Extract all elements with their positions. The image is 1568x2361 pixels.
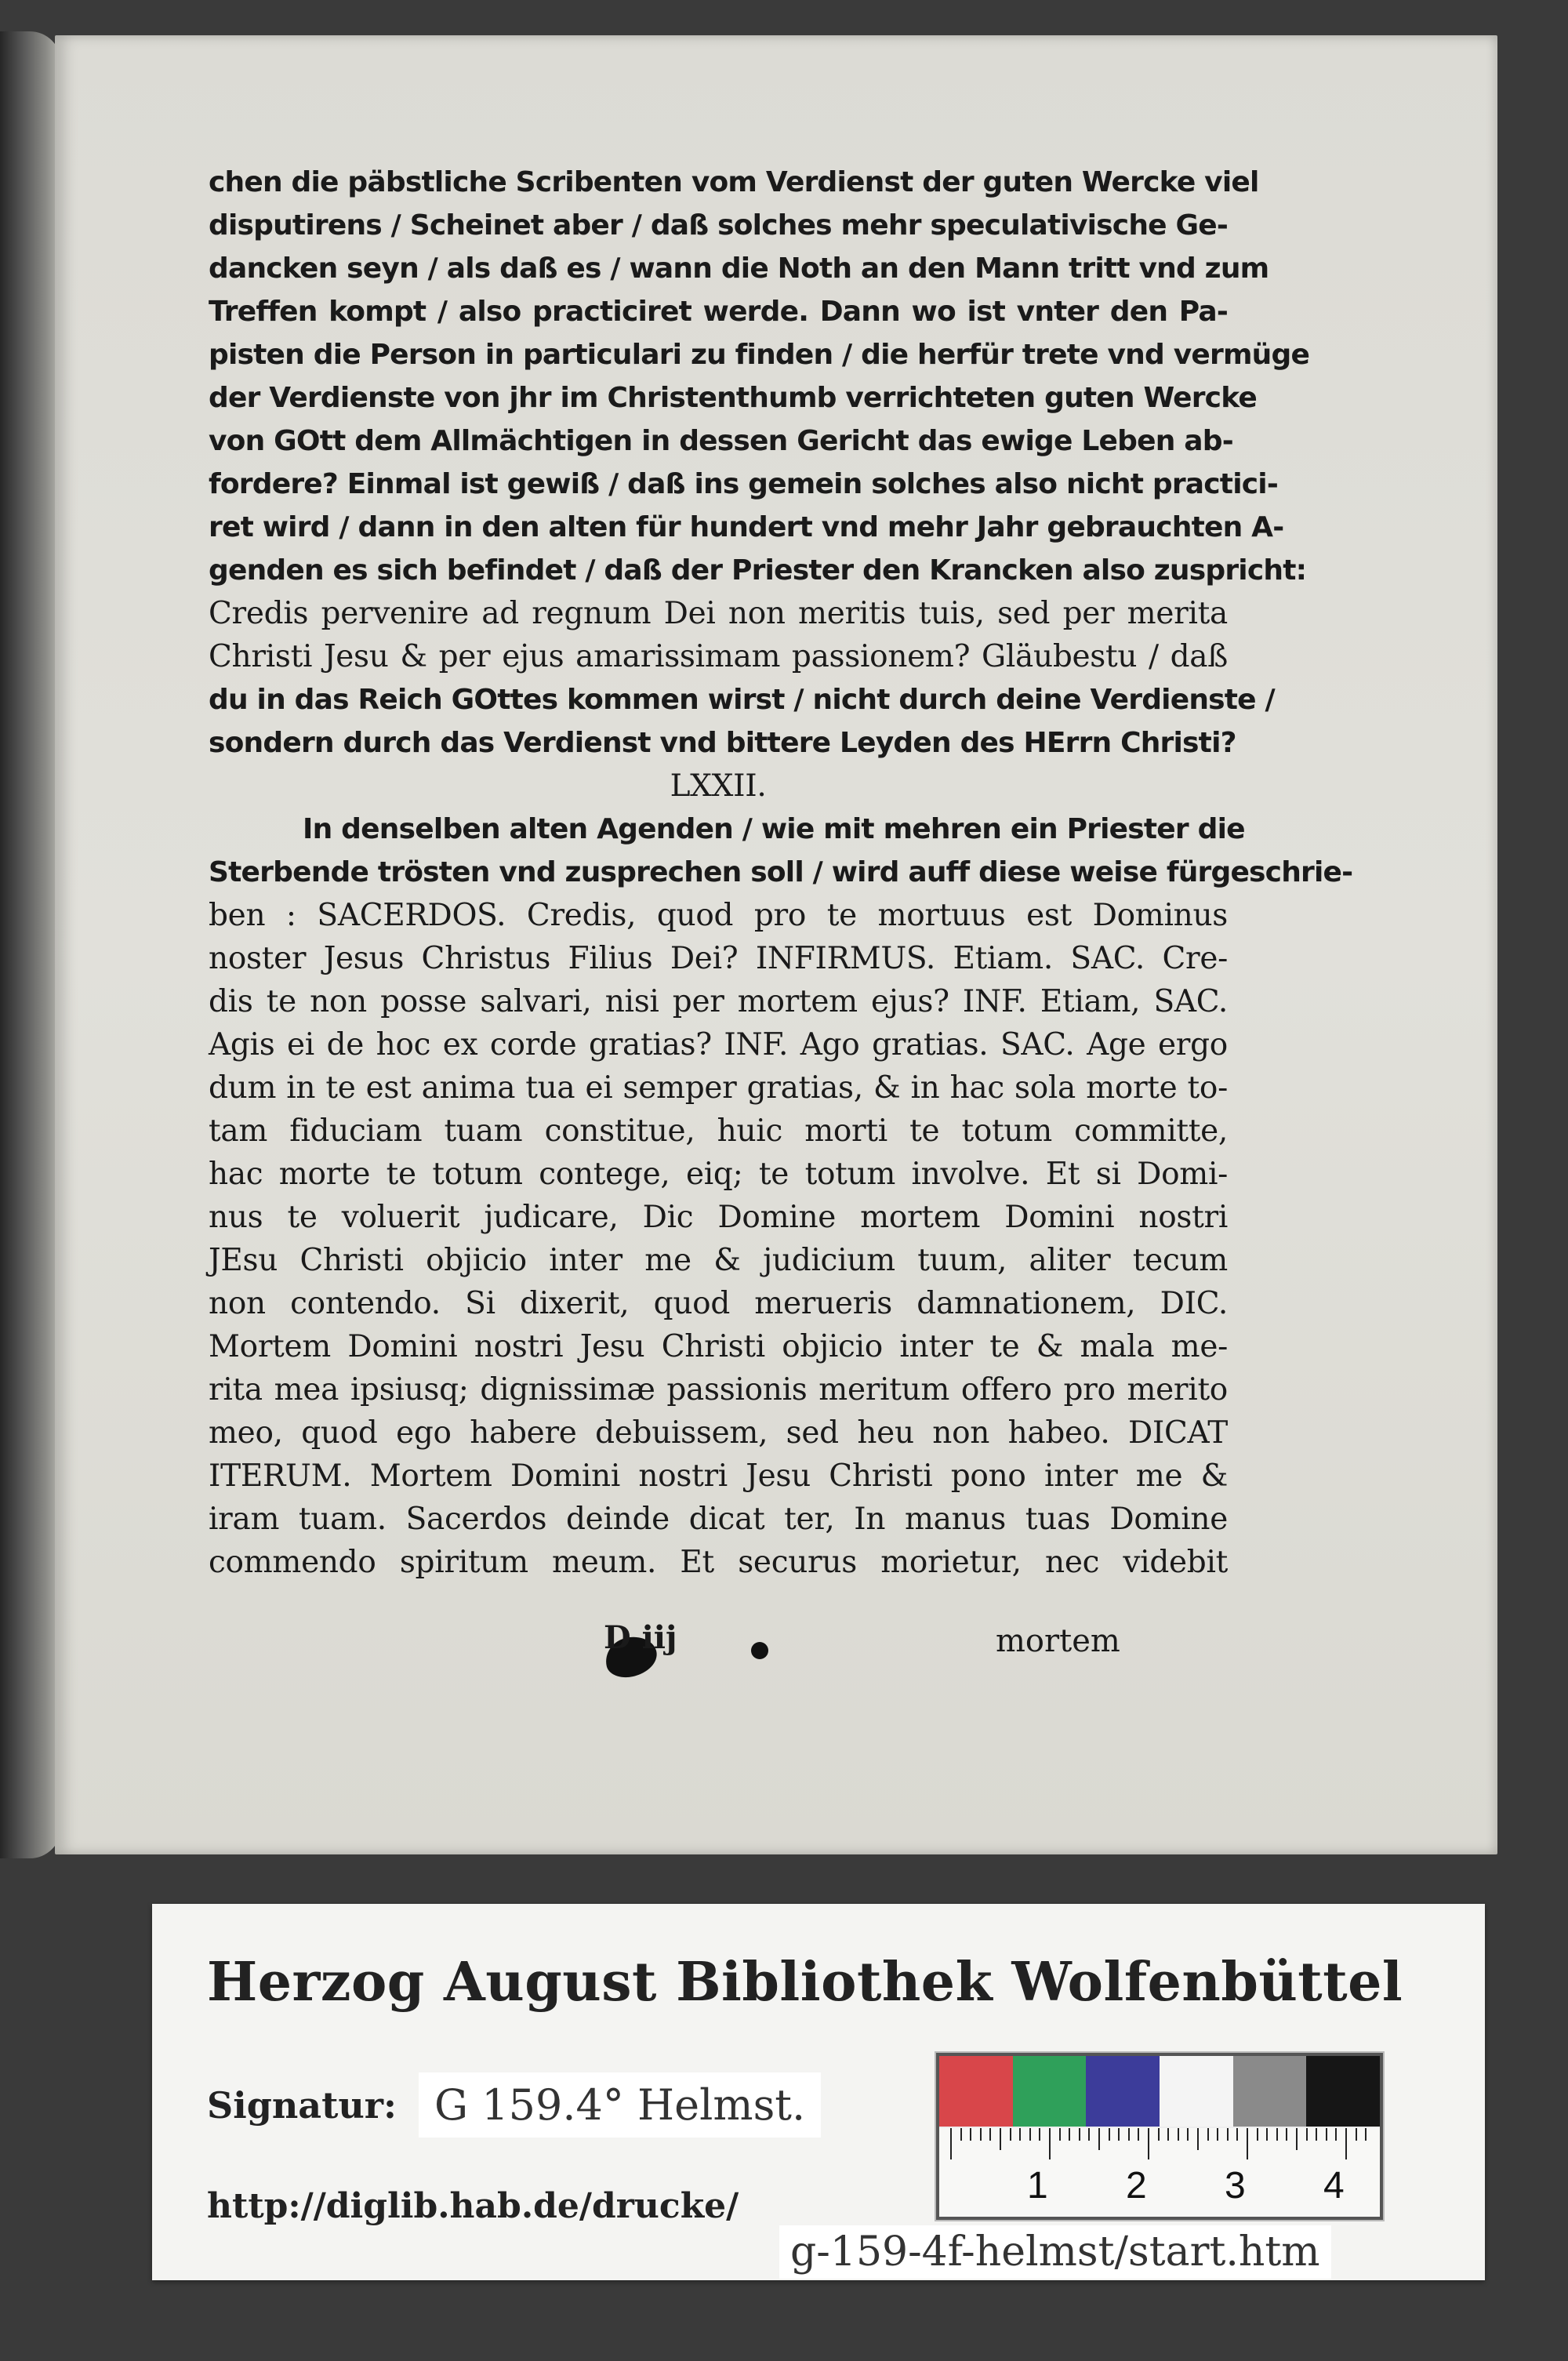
library-card	[152, 1904, 1485, 2280]
ruler-tick	[1356, 2128, 1357, 2141]
book-left-edge	[0, 31, 61, 1858]
ruler-tick	[1069, 2128, 1070, 2141]
signatur-label: Signatur:	[207, 2084, 397, 2127]
text-line: noster Jesus Christus Filius Dei? INFIRMUS. Etiam. SAC. Cre-	[209, 941, 1228, 976]
ruler-tick	[1167, 2128, 1169, 2141]
color-swatch	[1160, 2056, 1233, 2127]
text-line: disputirens / Scheinet aber / daß solches mehr speculativische Ge-	[209, 209, 1229, 242]
library-name: Herzog August Bibliothek Wolfenbüttel	[207, 1951, 1403, 2014]
text-line: non contendo. Si dixerit, quod merueris damnationem, DIC.	[209, 1286, 1228, 1321]
ruler-tick	[1187, 2128, 1189, 2141]
ruler-tick	[1335, 2128, 1337, 2141]
color-swatches	[939, 2056, 1380, 2127]
text-line: fordere? Einmal ist gewiß / daß ins gemein solches also nicht practici-	[209, 468, 1278, 500]
text-line: commendo spiritum meum. Et securus morietur, nec videbit	[209, 1545, 1228, 1580]
ruler-tick	[1266, 2128, 1268, 2141]
ruler-tick	[1326, 2128, 1327, 2141]
ruler-number: 4	[1323, 2165, 1345, 2207]
text-line: dancken seyn / als daß es / wann die Noth an den Mann tritt vnd zum	[209, 252, 1269, 285]
ruler-tick	[1019, 2128, 1021, 2141]
color-swatch	[1233, 2056, 1307, 2127]
ruler-tick	[1118, 2128, 1120, 2141]
signature-mark: D iij	[604, 1619, 677, 1656]
ruler-tick	[1197, 2128, 1199, 2150]
ruler-number: 2	[1126, 2165, 1147, 2207]
book-page	[55, 35, 1497, 1854]
text-line: meo, quod ego habere debuissem, sed heu non habeo. DICAT	[209, 1415, 1228, 1451]
color-swatch	[1306, 2056, 1380, 2127]
ruler-tick	[1207, 2128, 1209, 2141]
ruler-tick	[1059, 2128, 1061, 2141]
ruler-tick	[1276, 2128, 1278, 2141]
text-line: Sterbende trösten vnd zusprechen soll / wird auff diese weise fürgeschrie-	[209, 856, 1353, 888]
color-swatch	[939, 2056, 1013, 2127]
ruler-tick	[1217, 2128, 1218, 2141]
ruler-tick	[1227, 2128, 1229, 2141]
ruler-tick	[1286, 2128, 1287, 2141]
text-line: Agis ei de hoc ex corde gratias? INF. Ago gratias. SAC. Age ergo	[209, 1027, 1228, 1062]
text-line: Christi Jesu & per ejus amarissimam passionem? Gläubestu / daß	[209, 639, 1228, 674]
text-line: LXXII.	[670, 768, 767, 804]
text-line: hac morte te totum contege, eiq; te totum involve. Et si Domi-	[209, 1157, 1228, 1192]
text-line: pisten die Person in particulari zu finden / die herfür trete vnd vermüge	[209, 339, 1310, 371]
ruler-tick	[1236, 2128, 1238, 2141]
ruler-tick	[989, 2128, 991, 2141]
ruler-tick	[970, 2128, 971, 2141]
text-line: JEsu Christi objicio inter me & judicium tuum, aliter tecum	[209, 1243, 1228, 1278]
text-line: ben : SACERDOS. Credis, quod pro te mortuus est Dominus	[209, 898, 1228, 933]
text-line: chen die päbstliche Scribenten vom Verdienst der guten Wercke viel	[209, 166, 1259, 198]
text-line: nus te voluerit judicare, Dic Domine mortem Domini nostri	[209, 1200, 1228, 1235]
ruler-tick	[1316, 2128, 1317, 2141]
ruler-tick	[1257, 2128, 1258, 2141]
text-line: Mortem Domini nostri Jesu Christi objicio inter te & mala me-	[209, 1329, 1228, 1364]
ruler-tick	[1098, 2128, 1100, 2150]
ruler-tick	[1010, 2128, 1011, 2141]
ruler-tick	[1148, 2128, 1149, 2159]
ruler-tick	[1128, 2128, 1130, 2141]
url-base: http://diglib.hab.de/drucke/	[207, 2186, 739, 2226]
color-swatch	[1086, 2056, 1160, 2127]
signatur-value: G 159.4° Helmst.	[419, 2072, 821, 2138]
text-line: sondern durch das Verdienst vnd bittere Leyden des HErrn Christi?	[209, 727, 1236, 759]
ruler-tick	[1345, 2128, 1347, 2159]
text-line: Credis pervenire ad regnum Dei non meritis tuis, sed per merita	[209, 596, 1228, 631]
text-line: ITERUM. Mortem Domini nostri Jesu Christi pono inter me &	[209, 1458, 1228, 1494]
color-swatch	[1013, 2056, 1087, 2127]
text-line: genden es sich befindet / daß der Priester den Krancken also zuspricht:	[209, 554, 1307, 587]
text-line: dum in te est anima tua ei semper gratias, & in hac sola morte to-	[209, 1070, 1228, 1106]
ruler-tick	[1029, 2128, 1031, 2141]
ruler-tick	[950, 2128, 952, 2159]
text-line: Treffen kompt / also practiciret werde. Dann wo ist vnter den Pa-	[209, 296, 1228, 328]
url-path: g-159-4f-helmst/start.htm	[779, 2225, 1331, 2279]
page-text	[209, 161, 1353, 1584]
ruler-tick	[1049, 2128, 1051, 2159]
ruler-tick	[1178, 2128, 1179, 2141]
text-line: rita mea ipsiusq; dignissimæ passionis meritum offero pro merito	[209, 1372, 1228, 1408]
ruler-tick	[1158, 2128, 1160, 2141]
text-line: dis te non posse salvari, nisi per mortem ejus? INF. Etiam, SAC.	[209, 984, 1228, 1019]
ruler-tick	[1306, 2128, 1308, 2141]
ruler-tick	[1039, 2128, 1040, 2141]
ruler-tick	[1138, 2128, 1139, 2141]
text-line: von GOtt dem Allmächtigen in dessen Gericht das ewige Leben ab-	[209, 425, 1233, 457]
text-line: ret wird / dann in den alten für hundert vnd mehr Jahr gebrauchten A-	[209, 511, 1284, 543]
ruler-number: 3	[1225, 2165, 1246, 2207]
catchword: mortem	[996, 1623, 1120, 1659]
ruler-tick	[1088, 2128, 1090, 2141]
ruler-tick	[1365, 2128, 1367, 2141]
text-line: der Verdienste von jhr im Christenthumb verrichteten guten Wercke	[209, 382, 1258, 414]
text-line: du in das Reich GOttes kommen wirst / nicht durch deine Verdienste /	[209, 684, 1275, 716]
text-line: In denselben alten Agenden / wie mit mehren ein Priester die	[303, 813, 1245, 845]
ruler-tick	[1079, 2128, 1080, 2141]
ruler-tick	[1109, 2128, 1110, 2141]
ink-dot	[751, 1642, 768, 1659]
ruler-tick	[1296, 2128, 1298, 2150]
text-line: iram tuam. Sacerdos deinde dicat ter, In manus tuas Domine	[209, 1502, 1228, 1537]
ruler-tick	[960, 2128, 962, 2141]
ruler-tick	[980, 2128, 982, 2141]
color-target	[936, 2053, 1383, 2220]
ruler-tick	[1247, 2128, 1248, 2159]
ruler-tick	[1000, 2128, 1001, 2150]
text-line: tam fiduciam tuam constitue, huic morti te totum committe,	[209, 1113, 1228, 1149]
scale-ruler	[939, 2128, 1380, 2217]
ruler-number: 1	[1027, 2165, 1048, 2207]
